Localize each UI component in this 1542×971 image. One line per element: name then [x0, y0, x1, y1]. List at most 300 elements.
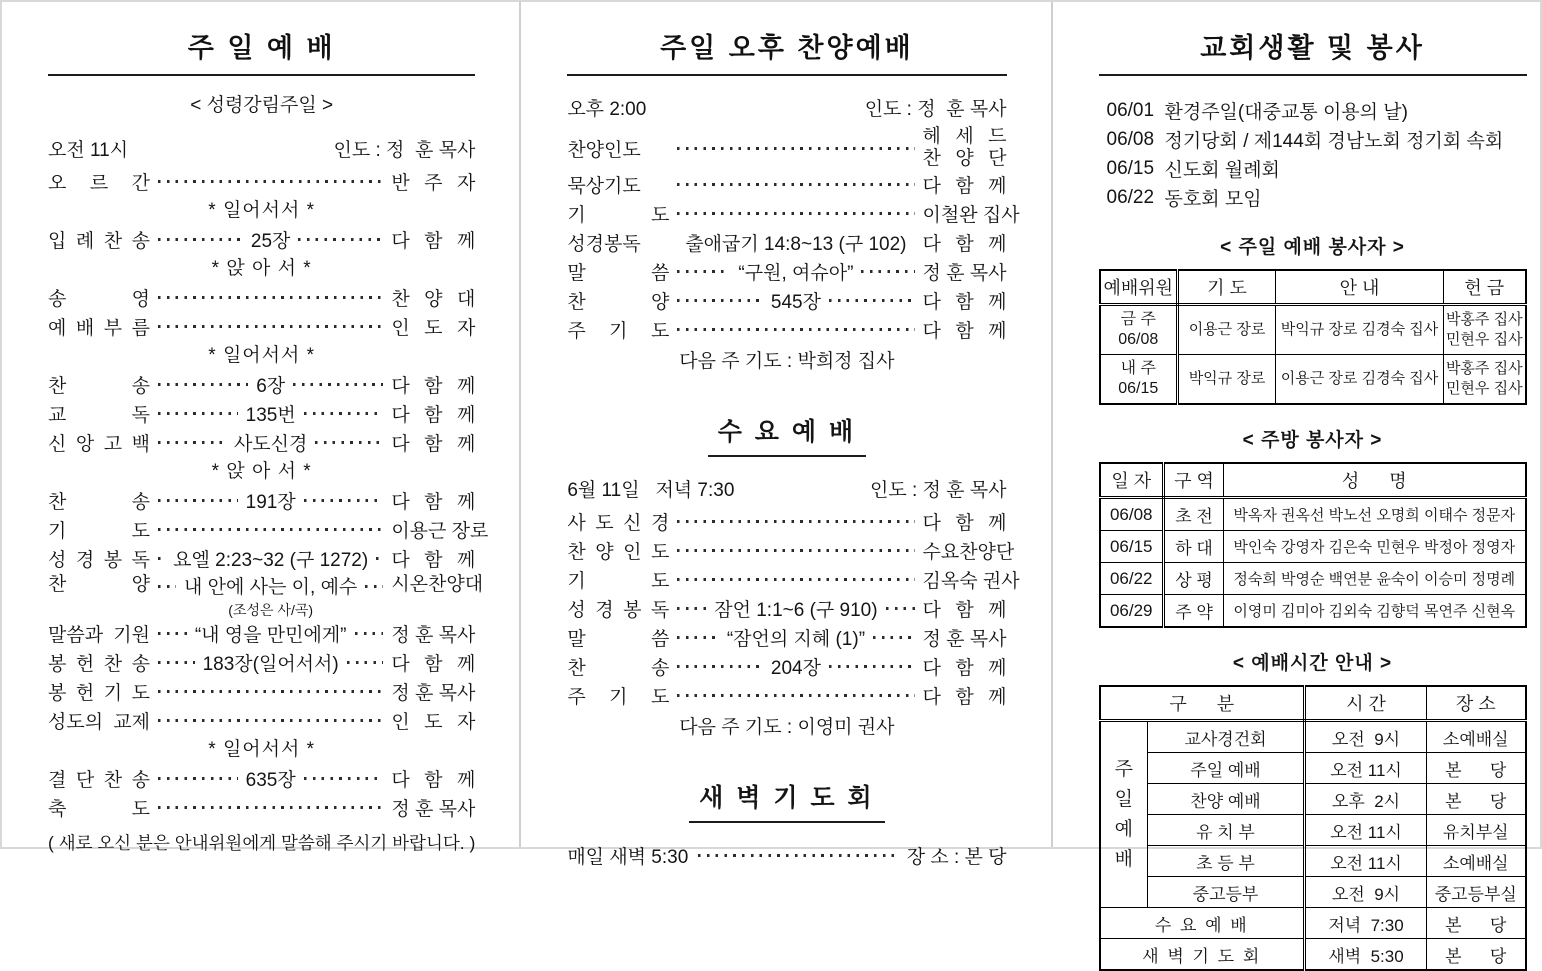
column-header: 일 자: [1100, 463, 1164, 498]
table-row: [1100, 846, 1526, 877]
column-header: 헌 금: [1444, 270, 1526, 305]
wednesday-meta: [567, 473, 1006, 503]
column-header: 기 도: [1178, 270, 1276, 305]
wednesday-leader: 인도 : 정 훈 목사: [870, 475, 1007, 502]
order-item-value: 장 소 : 본 당: [907, 842, 1007, 869]
event-date: 06/08: [1107, 129, 1165, 151]
afternoon-time: 오후 2:00: [567, 94, 646, 121]
names-cell: 정숙희 박영순 백연분 윤숙이 이승미 정명례: [1224, 563, 1526, 595]
dotted-leader: [158, 661, 195, 664]
order-item-label: 매일 새벽 5:30: [567, 842, 690, 869]
event-text: 환경주일(대중교통 이용의 날): [1165, 97, 1408, 124]
order-row: [567, 594, 1006, 623]
table-row: [1100, 531, 1526, 563]
dotted-leader: [677, 183, 914, 186]
order-item-detail: 635장: [246, 765, 296, 792]
order-row: [567, 170, 1006, 199]
order-item-value: 정 훈 목사: [923, 258, 1007, 285]
order-item-label: 주 기 도: [567, 316, 669, 343]
panel-sunday-worship: [2, 2, 519, 847]
time-cell: 오전 11시: [1305, 815, 1427, 846]
dotted-leader: [158, 719, 383, 722]
order-row: [48, 370, 475, 399]
dotted-leader: [304, 777, 384, 780]
order-item-label: 말 씀: [567, 258, 669, 285]
posture-direction: * 앉 아 서 *: [48, 457, 475, 486]
title-rule: [1099, 74, 1527, 76]
place-cell: 본 당: [1427, 784, 1526, 815]
order-item-detail: 6장: [256, 371, 285, 398]
pentecost-subtitle: < 성령강림주일 >: [48, 90, 475, 117]
order-row: [567, 286, 1006, 315]
order-item-value: 다 함 께: [923, 316, 1007, 343]
order-row: [48, 486, 475, 515]
posture-direction: * 앉 아 서 *: [48, 254, 475, 283]
order-item-value: 인 도 자: [391, 707, 475, 734]
order-item-label: 성도의 교제: [48, 707, 150, 734]
order-row: [567, 681, 1006, 710]
event-row: [1107, 154, 1527, 183]
order-item-label: 기 도: [48, 516, 150, 543]
order-item-value: 다 함 께: [923, 229, 1007, 256]
table-row: [1100, 498, 1526, 531]
place-cell: 유치부실: [1427, 815, 1526, 846]
panel-other-services: [519, 2, 1050, 847]
group-label-char: 예: [1101, 815, 1148, 845]
order-row: [567, 652, 1006, 681]
event-row: [1107, 96, 1527, 125]
order-item-value: 인 도 자: [391, 313, 475, 340]
servers-table-caption: < 주일 예배 봉사자 >: [1099, 232, 1527, 259]
place-cell: 소예배실: [1427, 846, 1526, 877]
order-item-detail: 25장: [251, 226, 291, 253]
place-cell: 본 당: [1427, 753, 1526, 784]
order-item-label: 예 배 부 름: [48, 313, 150, 340]
zone-cell: 하 대: [1164, 531, 1224, 563]
dotted-leader: [365, 585, 383, 588]
zone-cell: 상 평: [1164, 563, 1224, 595]
table-row: [1100, 877, 1526, 908]
order-row: [567, 199, 1006, 228]
week-line: 06/15: [1102, 379, 1176, 399]
dotted-leader: [304, 412, 384, 415]
order-item-value: 정 훈 목사: [391, 678, 475, 705]
order-item-detail: 183장(일어서서): [203, 649, 339, 676]
order-row: [567, 841, 1006, 870]
dotted-leader: [677, 636, 718, 639]
names-cell: 박옥자 권옥선 박노선 오명희 이태수 정문자: [1224, 498, 1526, 531]
order-row: [48, 793, 475, 822]
date-cell: 06/29: [1100, 595, 1164, 628]
order-item-detail: 출애굽기 14:8~13 (구 102): [685, 229, 906, 256]
order-item-value: 다 함 께: [391, 649, 475, 676]
order-item-value: 이철완 집사: [923, 200, 1007, 227]
table-row: [1100, 305, 1526, 355]
order-item-label: 찬 양 인 도: [567, 537, 669, 564]
next-week-prayer-note: 다음 주 기도 : 박희정 집사: [567, 346, 1006, 378]
dotted-leader: [158, 296, 383, 299]
dotted-leader: [298, 238, 383, 241]
title-rule: [567, 74, 1006, 76]
times-table-caption: < 예배시간 안내 >: [1099, 648, 1527, 675]
table-row: [1100, 815, 1526, 846]
order-item-value: 반 주 자: [391, 168, 475, 195]
offering-line: 박홍주 집사: [1445, 359, 1524, 379]
order-row: [567, 315, 1006, 344]
order-row: [567, 565, 1006, 594]
zone-cell: 초 전: [1164, 498, 1224, 531]
order-row: [48, 399, 475, 428]
dotted-leader: [376, 557, 383, 560]
order-item-label: 교 독: [48, 400, 150, 427]
table-header-row: [1100, 463, 1526, 498]
event-date: 06/15: [1107, 158, 1165, 180]
order-item-value: 수요찬양단: [923, 537, 1007, 564]
table-row: [1100, 563, 1526, 595]
group-label-cell: [1100, 721, 1148, 908]
order-item-label: 송 영: [48, 284, 150, 311]
order-item-value: 정 훈 목사: [391, 794, 475, 821]
order-item-detail-sub: (조성은 사/곡): [228, 600, 313, 620]
order-item-detail-main: 내 안에 사는 이, 예수: [184, 572, 357, 599]
order-item-label: 찬 양: [567, 287, 669, 314]
dotted-leader: [158, 806, 383, 809]
dotted-leader: [873, 636, 914, 639]
order-item-label: 말씀과 기원: [48, 620, 150, 647]
prayer-cell: 박익규 장로: [1178, 355, 1276, 405]
place-cell: 본 당: [1427, 939, 1526, 971]
posture-direction: * 일어서서 *: [48, 341, 475, 370]
order-item-detail: 135번: [246, 400, 296, 427]
week-cell: [1100, 305, 1178, 355]
division-cell: 주일 예배: [1148, 753, 1305, 784]
dotted-leader: [677, 607, 706, 610]
table-row: [1100, 908, 1526, 939]
dotted-leader: [677, 270, 730, 273]
kitchen-servers-table: [1099, 462, 1527, 628]
order-item-label: 찬 양: [48, 573, 150, 597]
table-row: [1100, 721, 1526, 753]
dotted-leader: [861, 270, 914, 273]
order-item-value-line: 헤 세 드: [923, 126, 1007, 148]
order-item-label: 축 도: [48, 794, 150, 821]
order-item-value: [923, 126, 1007, 170]
column-header: 구 분: [1100, 686, 1305, 721]
sunday-servers-table: [1099, 269, 1527, 405]
place-cell: 본 당: [1427, 908, 1526, 939]
dawn-prayer-title: 새 벽 기 도 회: [689, 778, 885, 823]
division-cell: 유 치 부: [1148, 815, 1305, 846]
order-item-detail: 545장: [771, 287, 821, 314]
offering-line: 민현우 집사: [1445, 379, 1524, 399]
time-cell: 오전 9시: [1305, 877, 1427, 908]
column-header: 성 명: [1224, 463, 1526, 498]
column-header: 안 내: [1276, 270, 1444, 305]
order-item-value: 다 함 께: [923, 595, 1007, 622]
dotted-leader: [677, 299, 763, 302]
division-cell: 수 요 예 배: [1100, 908, 1305, 939]
service-leader: 인도 : 정 훈 목사: [334, 135, 476, 162]
column-header: 시 간: [1305, 686, 1427, 721]
time-cell: 새벽 5:30: [1305, 939, 1427, 971]
sunday-worship-title: 주 일 예 배: [48, 26, 475, 65]
church-life-title: 교회생활 및 봉사: [1099, 26, 1527, 65]
table-row: [1100, 355, 1526, 405]
order-item-label: 말 씀: [567, 624, 669, 651]
order-row: [48, 677, 475, 706]
event-text: 동호회 모임: [1165, 184, 1262, 211]
order-row: [48, 167, 475, 196]
newcomer-footnote: ( 새로 오신 분은 안내위원에게 말씀해 주시기 바랍니다. ): [48, 830, 475, 855]
dotted-leader: [677, 328, 914, 331]
order-item-label: 기 도: [567, 200, 669, 227]
order-item-label: 봉 헌 찬 송: [48, 649, 150, 676]
division-cell: 초 등 부: [1148, 846, 1305, 877]
dotted-leader: [158, 690, 383, 693]
order-item-label: 찬 송: [567, 653, 669, 680]
order-item-value: 다 함 께: [923, 682, 1007, 709]
service-meta: [48, 133, 475, 163]
offering-cell: [1444, 355, 1526, 405]
order-item-value: 다 함 께: [391, 765, 475, 792]
order-item-detail: 204장: [771, 653, 821, 680]
order-item-label: 묵상기도: [567, 171, 669, 198]
order-row: [48, 515, 475, 544]
week-line: 금 주: [1102, 310, 1176, 330]
table-row: [1100, 595, 1526, 628]
order-item-value: 찬 양 대: [391, 284, 475, 311]
order-item-value: 다 함 께: [391, 371, 475, 398]
division-cell: 찬양 예배: [1148, 784, 1305, 815]
dotted-leader: [677, 694, 914, 697]
time-cell: 오전 11시: [1305, 753, 1427, 784]
order-item-detail: [184, 572, 357, 620]
group-label-char: 일: [1101, 785, 1148, 815]
order-row: [48, 706, 475, 735]
dotted-leader: [158, 499, 238, 502]
group-label-char: 배: [1101, 845, 1148, 875]
names-cell: 이영미 김미아 김외숙 김향덕 목연주 신현옥: [1224, 595, 1526, 628]
week-cell: [1100, 355, 1178, 405]
event-text: 정기당회 / 제144회 경남노회 정기회 속회: [1165, 126, 1504, 153]
table-row: [1100, 784, 1526, 815]
place-cell: 중고등부실: [1427, 877, 1526, 908]
division-cell: 교사경건회: [1148, 721, 1305, 753]
panel-church-life: [1051, 2, 1542, 847]
dawn-title-wrap: [567, 778, 1006, 823]
time-cell: 저녁 7:30: [1305, 908, 1427, 939]
wednesday-time: 6월 11일 저녁 7:30: [567, 475, 734, 502]
table-header-row: [1100, 270, 1526, 305]
next-week-prayer-note: 다음 주 기도 : 이영미 권사: [567, 712, 1006, 744]
order-row: [567, 623, 1006, 652]
dotted-leader: [355, 632, 384, 635]
column-header: 예배위원: [1100, 270, 1178, 305]
table-row: [1100, 753, 1526, 784]
order-item-label: 성 경 봉 독: [48, 545, 150, 572]
service-time: 오전 11시: [48, 135, 128, 162]
dotted-leader: [698, 854, 898, 857]
order-item-label: 찬 송: [48, 371, 150, 398]
dotted-leader: [158, 325, 383, 328]
wednesday-worship-title: 수 요 예 배: [708, 412, 866, 457]
title-rule: [48, 74, 475, 76]
order-item-value: 다 함 께: [391, 429, 475, 456]
dotted-leader: [158, 383, 248, 386]
dotted-leader: [158, 180, 383, 183]
order-item-detail: 잠언 1:1~6 (구 910): [714, 595, 877, 622]
order-item-label: 기 도: [567, 566, 669, 593]
dotted-leader: [158, 412, 238, 415]
order-row: [48, 573, 475, 619]
order-item-label: 오 르 간: [48, 168, 150, 195]
order-item-detail: “잠언의 지혜 (1)”: [727, 624, 865, 651]
order-item-value: 다 함 께: [923, 171, 1007, 198]
column-header: 장 소: [1427, 686, 1526, 721]
order-row: [48, 619, 475, 648]
order-item-label: 찬양인도: [567, 135, 669, 162]
event-row: [1107, 183, 1527, 212]
zone-cell: 주 약: [1164, 595, 1224, 628]
order-row: [567, 536, 1006, 565]
order-row: [48, 764, 475, 793]
dotted-leader: [677, 520, 914, 523]
offering-line: 민현우 집사: [1445, 330, 1524, 350]
order-item-label: 사 도 신 경: [567, 508, 669, 535]
dotted-leader: [158, 585, 176, 588]
dotted-leader: [677, 665, 763, 668]
event-text: 신도회 월례회: [1165, 155, 1280, 182]
order-item-detail: “내 영을 만민에게”: [195, 620, 347, 647]
order-item-label: 신 앙 고 백: [48, 429, 150, 456]
order-row: [48, 312, 475, 341]
order-item-value: 정 훈 목사: [923, 624, 1007, 651]
division-cell: 새 벽 기 도 회: [1100, 939, 1305, 971]
afternoon-praise-title: 주일 오후 찬양예배: [567, 26, 1006, 65]
afternoon-order-of-worship: [567, 126, 1006, 344]
dotted-leader: [829, 665, 915, 668]
order-item-label: 주 기 도: [567, 682, 669, 709]
dotted-leader: [315, 441, 383, 444]
posture-direction: * 일어서서 *: [48, 196, 475, 225]
order-item-value: 정 훈 목사: [391, 620, 475, 647]
event-date: 06/22: [1107, 187, 1165, 209]
event-date: 06/01: [1107, 100, 1165, 122]
wednesday-title-wrap: [567, 412, 1006, 457]
time-cell: 오전 11시: [1305, 846, 1427, 877]
order-row: [48, 283, 475, 312]
offering-cell: [1444, 305, 1526, 355]
names-cell: 박인숙 강영자 김은숙 민현우 박정아 정영자: [1224, 531, 1526, 563]
table-row: [1100, 939, 1526, 971]
time-cell: 오후 2시: [1305, 784, 1427, 815]
event-list: [1099, 96, 1527, 212]
order-item-value: 이용근 장로: [391, 516, 475, 543]
dotted-leader: [829, 299, 915, 302]
order-row: [567, 126, 1006, 170]
event-row: [1107, 125, 1527, 154]
dotted-leader: [677, 549, 914, 552]
order-item-label: 찬 송: [48, 487, 150, 514]
kitchen-table-caption: < 주방 봉사자 >: [1099, 425, 1527, 452]
dotted-leader: [677, 147, 914, 150]
afternoon-leader: 인도 : 정 훈 목사: [865, 94, 1007, 121]
order-item-value: 김옥숙 권사: [923, 566, 1007, 593]
dotted-leader: [158, 441, 226, 444]
order-row: [567, 507, 1006, 536]
wednesday-order-of-worship: [567, 507, 1006, 710]
order-item-detail: 요엘 2:23~32 (구 1272): [173, 545, 368, 572]
sunday-order-of-worship: [48, 167, 475, 822]
order-row: [48, 648, 475, 677]
dotted-leader: [158, 632, 187, 635]
order-item-detail: 사도신경: [234, 429, 307, 456]
order-item-detail: 191장: [246, 487, 296, 514]
order-item-value-line: 찬 양 단: [923, 148, 1007, 170]
order-item-value: 다 함 께: [391, 400, 475, 427]
date-cell: 06/15: [1100, 531, 1164, 563]
posture-direction: * 일어서서 *: [48, 735, 475, 764]
usher-cell: 박익규 장로 김경숙 집사: [1276, 305, 1444, 355]
dotted-leader: [677, 578, 914, 581]
time-cell: 오전 9시: [1305, 721, 1427, 753]
offering-line: 박홍주 집사: [1445, 310, 1524, 330]
dotted-leader: [886, 607, 915, 610]
week-line: 06/08: [1102, 330, 1176, 350]
order-item-label: 성경봉독: [567, 229, 669, 256]
place-cell: 소예배실: [1427, 721, 1526, 753]
dawn-prayer-info: [567, 841, 1006, 870]
afternoon-meta: [567, 92, 1006, 122]
order-row: [567, 228, 1006, 257]
order-item-label: 봉 헌 기 도: [48, 678, 150, 705]
order-item-value: 다 함 께: [923, 508, 1007, 535]
order-row: [48, 544, 475, 573]
order-row: [567, 257, 1006, 286]
dotted-leader: [158, 528, 383, 531]
group-label-char: 주: [1101, 755, 1148, 785]
order-item-value: 다 함 께: [391, 545, 475, 572]
dotted-leader: [304, 499, 384, 502]
order-row: [48, 428, 475, 457]
date-cell: 06/22: [1100, 563, 1164, 595]
order-item-value: 다 함 께: [391, 487, 475, 514]
order-item-value: 다 함 께: [391, 226, 475, 253]
dotted-leader: [158, 777, 238, 780]
order-item-value: 다 함 께: [923, 287, 1007, 314]
prayer-cell: 이용근 장로: [1178, 305, 1276, 355]
dotted-leader: [293, 383, 383, 386]
order-item-value: 다 함 께: [923, 653, 1007, 680]
dotted-leader: [158, 557, 165, 560]
week-line: 내 주: [1102, 359, 1176, 379]
dotted-leader: [677, 212, 914, 215]
order-row: [48, 225, 475, 254]
dotted-leader: [158, 238, 243, 241]
dotted-leader: [347, 661, 384, 664]
order-item-label: 결 단 찬 송: [48, 765, 150, 792]
order-item-value: 시온찬양대: [391, 573, 475, 597]
column-header: 구 역: [1164, 463, 1224, 498]
date-cell: 06/08: [1100, 498, 1164, 531]
order-item-label: 입 례 찬 송: [48, 226, 150, 253]
order-item-label: 성 경 봉 독: [567, 595, 669, 622]
division-cell: 중고등부: [1148, 877, 1305, 908]
usher-cell: 이용근 장로 김경숙 집사: [1276, 355, 1444, 405]
table-header-row: [1100, 686, 1526, 721]
order-item-detail: “구원, 여슈아”: [738, 258, 853, 285]
service-times-table: [1099, 685, 1527, 971]
